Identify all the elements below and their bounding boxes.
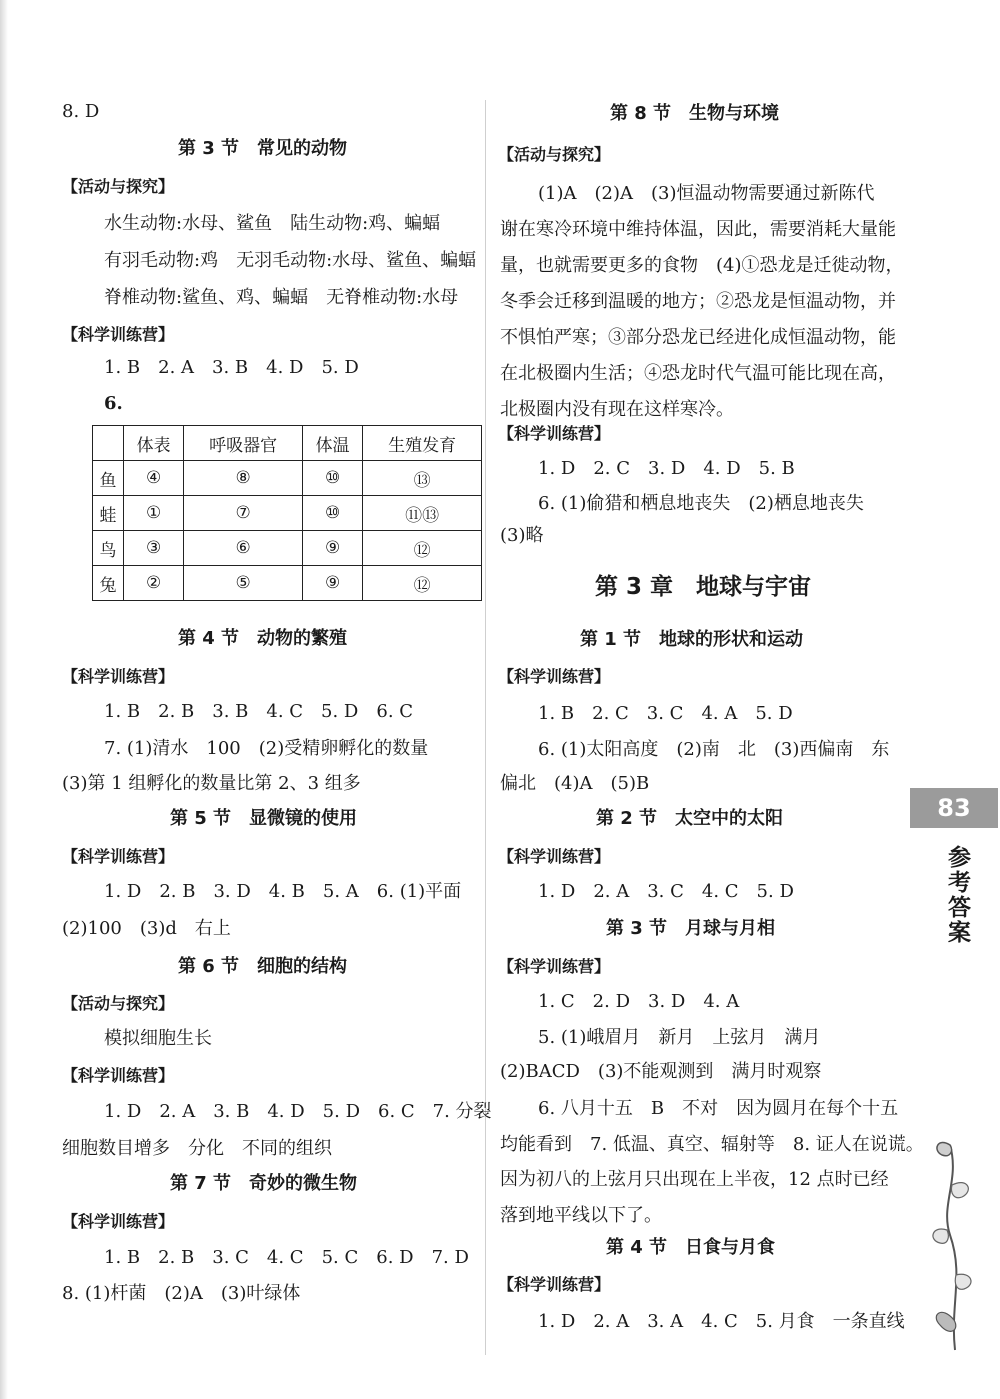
answer-line: 8. (1)杆菌 (2)A (3)叶绿体: [62, 1283, 301, 1304]
answer-line: 6. 八月十五 B 不对 因为圆月在每个十五: [538, 1098, 899, 1119]
answer-line: 1. D 2. A 3. C 4. C 5. D: [538, 881, 794, 902]
answer-line: 谢在寒冷环境中维持体温，因此，需要消耗大量能: [500, 219, 896, 240]
answer-line: 量，也就需要更多的食物 (4)①恐龙是迁徙动物，: [500, 255, 904, 276]
answer-line: 偏北 (4)A (5)B: [500, 773, 650, 794]
table-row: [93, 461, 482, 496]
answer-line: 1. C 2. D 3. D 4. A: [538, 991, 740, 1012]
table-row: [93, 566, 482, 601]
animal-traits-table: [92, 425, 482, 601]
training-label: 【科学训练营】: [62, 325, 175, 344]
answer-line: 模拟细胞生长: [104, 1028, 212, 1049]
section-3b-title: 第 3 节 月球与月相: [606, 918, 776, 939]
section-2-title: 第 2 节 太空中的太阳: [596, 808, 784, 829]
training-label: 【科学训练营】: [498, 957, 611, 976]
answer-key-tab: 参考答案: [944, 845, 970, 945]
section-4-title: 第 4 节 动物的繁殖: [178, 628, 348, 649]
table-header-row: [93, 426, 482, 461]
answer-line: 6. (1)偷猎和栖息地丧失 (2)栖息地丧失: [538, 493, 864, 514]
training-label: 【科学训练营】: [498, 1275, 611, 1294]
answer-line: 北极圈内没有现在这样寒冷。: [500, 399, 734, 420]
table-cell: ⑨: [302, 531, 362, 566]
table-header-cell: 生殖发育: [363, 426, 482, 461]
page-number: 83: [910, 788, 998, 828]
column-divider: [485, 100, 486, 1355]
answer-8: 8. D: [62, 101, 100, 122]
table-cell: ⑧: [184, 461, 303, 496]
section-1-title: 第 1 节 地球的形状和运动: [580, 629, 804, 650]
table-cell: ⑫: [363, 531, 482, 566]
table-row: [93, 531, 482, 566]
table-cell: ⑨: [302, 566, 362, 601]
answer-line: (2)BACD (3)不能观测到 满月时观察: [500, 1061, 822, 1082]
answer-line: 7. (1)清水 100 (2)受精卵孵化的数量: [104, 738, 429, 759]
training-label: 【科学训练营】: [62, 1066, 175, 1085]
answer-line: (2)100 (3)d 右上: [62, 918, 231, 939]
answer-line: 1. B 2. A 3. B 4. D 5. D: [104, 357, 359, 378]
table-cell: ⑪⑬: [363, 496, 482, 531]
answer-line: 均能看到 7. 低温、真空、辐射等 8. 证人在说谎。: [500, 1134, 924, 1155]
section-5-title: 第 5 节 显微镜的使用: [170, 808, 358, 829]
activity-label: 【活动与探究】: [498, 145, 611, 164]
activity-label: 【活动与探究】: [62, 994, 175, 1013]
activity-label: 【活动与探究】: [62, 177, 175, 196]
answer-line: (3)略: [500, 525, 544, 546]
table-cell: ⑩: [302, 461, 362, 496]
training-label: 【科学训练营】: [498, 424, 611, 443]
training-label: 【科学训练营】: [62, 847, 175, 866]
answer-line: 5. (1)峨眉月 新月 上弦月 满月: [538, 1027, 821, 1048]
table-cell: ②: [123, 566, 183, 601]
table-cell: ③: [123, 531, 183, 566]
section-7-title: 第 7 节 奇妙的微生物: [170, 1173, 358, 1194]
table-header-cell: 体表: [123, 426, 183, 461]
training-label: 【科学训练营】: [498, 667, 611, 686]
answer-line: 1. D 2. C 3. D 4. D 5. B: [538, 458, 795, 479]
answer-line: 1. B 2. B 3. B 4. C 5. D 6. C: [104, 701, 414, 722]
answer-line: 1. D 2. A 3. A 4. C 5. 月食 一条直线: [538, 1311, 905, 1332]
scan-edge: [0, 0, 8, 1399]
table-cell: ①: [123, 496, 183, 531]
answer-line: 有羽毛动物:鸡 无羽毛动物:水母、鲨鱼、蝙蝠: [104, 250, 477, 271]
table-header-cell: 体温: [302, 426, 362, 461]
training-label: 【科学训练营】: [62, 1212, 175, 1231]
table-cell: 鱼: [93, 461, 124, 496]
table-cell: ⑬: [363, 461, 482, 496]
answer-line: 1. B 2. C 3. C 4. A 5. D: [538, 703, 793, 724]
answer-line: 冬季会迁移到温暖的地方；②恐龙是恒温动物，并: [500, 291, 896, 312]
table-cell: ④: [123, 461, 183, 496]
section-3-title: 第 3 节 常见的动物: [178, 138, 348, 159]
answer-line: 在北极圈内生活；④恐龙时代气温可能比现在高，: [500, 363, 896, 384]
answer-line: (1)A (2)A (3)恒温动物需要通过新陈代: [538, 183, 875, 204]
answer-line: (3)第 1 组孵化的数量比第 2、3 组多: [62, 773, 361, 794]
question-6: 6.: [104, 393, 123, 414]
section-4b-title: 第 4 节 日食与月食: [606, 1237, 776, 1258]
table-header-cell: [93, 426, 124, 461]
answer-line: 1. B 2. B 3. C 4. C 5. C 6. D 7. D: [104, 1247, 469, 1268]
plant-decoration-icon: [920, 1125, 990, 1355]
answer-line: 1. D 2. B 3. D 4. B 5. A 6. (1)平面: [104, 881, 462, 902]
answer-line: 不惧怕严寒；③部分恐龙已经进化成恒温动物，能: [500, 327, 896, 348]
table-row: [93, 496, 482, 531]
table-cell: 蛙: [93, 496, 124, 531]
answer-line: 细胞数目增多 分化 不同的组织: [62, 1138, 332, 1159]
table-cell: 鸟: [93, 531, 124, 566]
training-label: 【科学训练营】: [498, 847, 611, 866]
table-cell: ⑤: [184, 566, 303, 601]
answer-line: 脊椎动物:鲨鱼、鸡、蝙蝠 无脊椎动物:水母: [104, 287, 459, 308]
section-8-title: 第 8 节 生物与环境: [610, 103, 780, 124]
answer-line: 6. (1)太阳高度 (2)南 北 (3)西偏南 东: [538, 739, 890, 760]
table-cell: ⑫: [363, 566, 482, 601]
chapter-3-title: 第 3 章 地球与宇宙: [595, 574, 812, 600]
table-cell: 兔: [93, 566, 124, 601]
table-cell: ⑩: [302, 496, 362, 531]
table-cell: ⑥: [184, 531, 303, 566]
section-6-title: 第 6 节 细胞的结构: [178, 956, 348, 977]
training-label: 【科学训练营】: [62, 667, 175, 686]
answer-line: 水生动物:水母、鲨鱼 陆生动物:鸡、蝙蝠: [104, 213, 441, 234]
answer-line: 因为初八的上弦月只出现在上半夜，12 点时已经: [500, 1169, 889, 1190]
table-header-cell: 呼吸器官: [184, 426, 303, 461]
answer-line: 1. D 2. A 3. B 4. D 5. D 6. C 7. 分裂: [104, 1101, 492, 1122]
table-cell: ⑦: [184, 496, 303, 531]
answer-line: 落到地平线以下了。: [500, 1205, 662, 1226]
